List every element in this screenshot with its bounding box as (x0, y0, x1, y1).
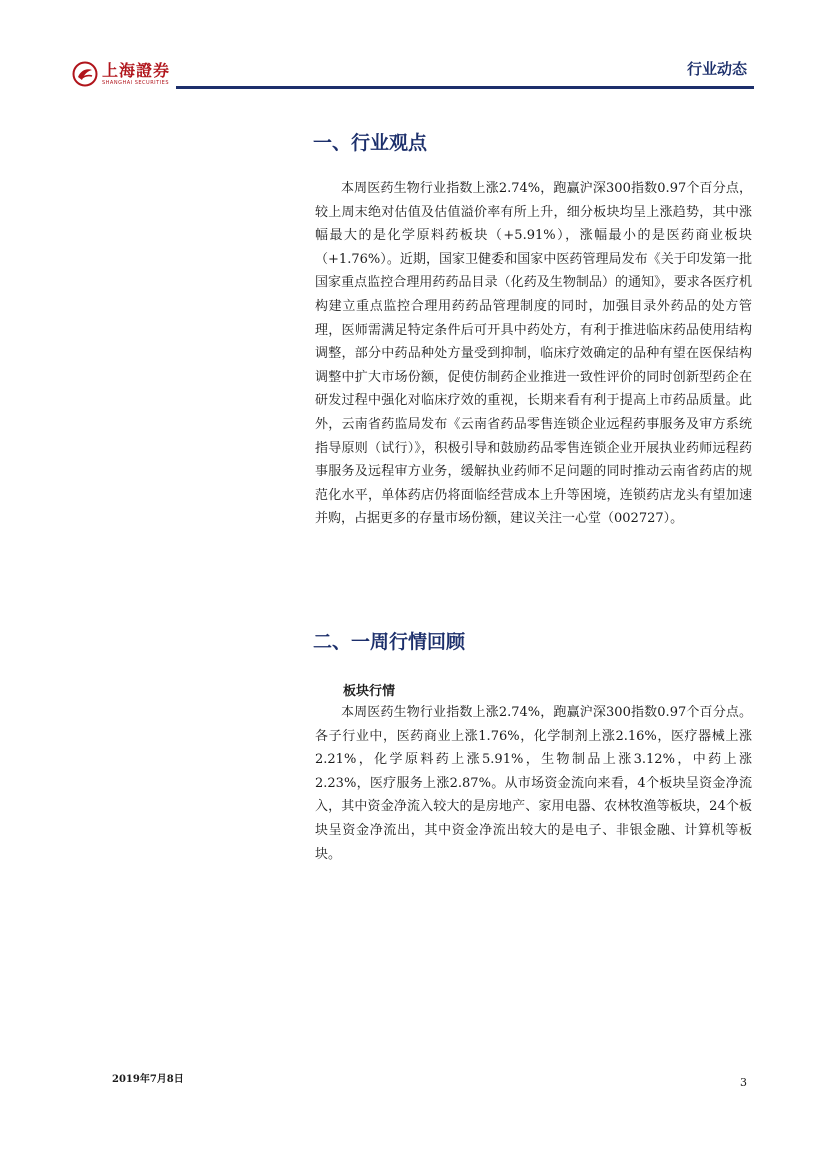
report-type-label: 行业动态 (686, 60, 747, 78)
sector-market-paragraph: 本周医药生物行业指数上涨2.74%，跑赢沪深300指数0.97个百分点。各子行业中，医药商业上涨1.76%，化学制剂上涨2.16%，医疗器械上涨2.21%，化学原料药上涨5.91%，生物制品上涨3.12%，中药上涨2.23%，医疗服务上涨2.87%。从市场资金流向来看，4个板块呈资金净流入，其中资金净流入较大的是房地产、家用电器、农林牧渔等板块，24个板块呈资金净流出，其中资金净流出较大的是电子、非银金融、计算机等板块。 (315, 705, 752, 862)
page-number: 3 (740, 1076, 747, 1089)
header-divider (176, 86, 754, 89)
company-logo (72, 60, 170, 88)
section-title-weekly-review: 二、一周行情回顾 (313, 631, 466, 653)
shanghai-securities-logo-icon (72, 61, 98, 87)
logo-wordmark (102, 60, 171, 86)
section-title-industry-view: 一、行业观点 (313, 132, 428, 154)
sector-market-subheading: 板块行情 (343, 684, 396, 699)
industry-view-paragraph: 本周医药生物行业指数上涨2.74%，跑赢沪深300指数0.97个百分点，较上周末绝对估值及估值溢价率有所上升，细分板块均呈上涨趋势，其中涨幅最大的是化学原料药板块（+5.91%），涨幅最小的是医药商业板块（+1.76%）。近期，国家卫健委和国家中医药管理局发布《关于印发第一批国家重点监控合理用药药品目录（化药及生物制品）的通知》，要求各医疗机构建立重点监控合理用药药品管理制度的同时，加强目录外药品的处方管理，医师需满足特定条件后可开具中药处方，有利于推进临床药品使用结构调整，部分中药品种处方量受到抑制，临床疗效确定的品种有望在医保结构调整中扩大市场份额，促使仿制药企业推进一致性评价的同时创新型药企在研发过程中强化对临床疗效的重视，长期来看有利于提高上市药品质量。此外，云南省药监局发布《云南省药品零售连锁企业远程药事服务及审方系统指导原则（试行）》，积极引导和鼓励药品零售连锁企业开展执业药师远程药事服务及远程审方业务，缓解执业药师不足问题的同时推动云南省药店的规范化水平，单体药店仍将面临经营成本上升等困境，连锁药店龙头有望加速并购，占据更多的存量市场份额，建议关注一心堂（002727）。 (315, 181, 752, 527)
report-date: 2019年7月8日 (112, 1074, 184, 1085)
logo-english-name: SHANGHAI SECURITIES (102, 79, 170, 86)
logo-chinese-name: 上海證券 (102, 60, 171, 80)
